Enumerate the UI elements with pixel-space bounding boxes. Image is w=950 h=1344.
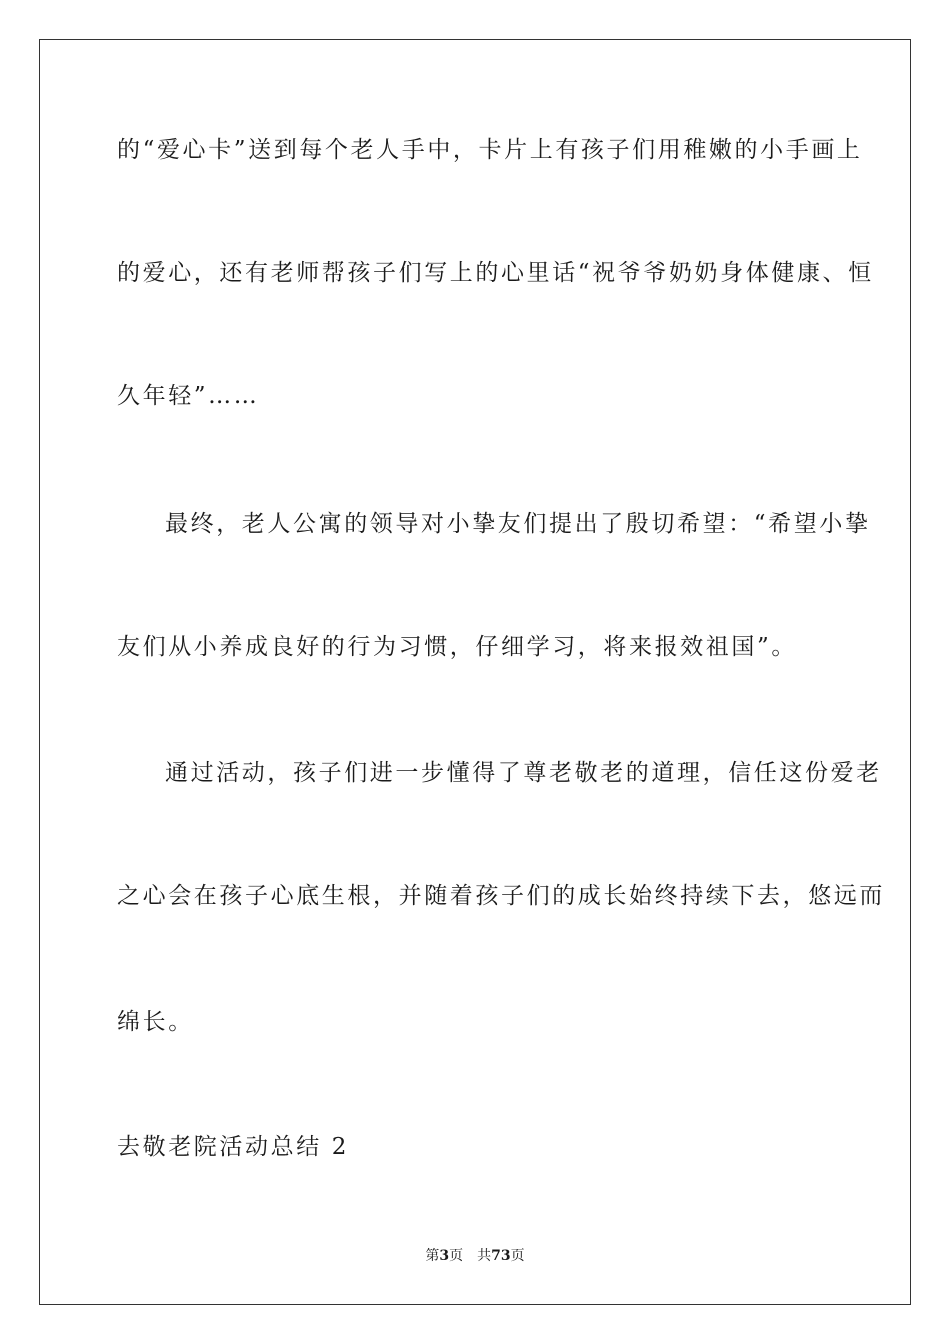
page-footer <box>0 1247 950 1265</box>
paragraph-2-line-2: 友们从小养成良好的行为习惯，仔细学习，将来报效祖国”。 <box>117 634 797 660</box>
page-suffix: 页 <box>449 1248 464 1264</box>
total-pages: 73 <box>491 1248 511 1264</box>
paragraph-3-line-2: 之心会在孩子心底生根，并随着孩子们的成长始终持续下去，悠远而 <box>117 883 885 909</box>
paragraph-3-line-1: 通过活动，孩子们进一步懂得了尊老敬老的道理，信任这份爱老 <box>165 760 882 786</box>
page-prefix: 第 <box>425 1248 440 1264</box>
paragraph-2-line-1: 最终，老人公寓的领导对小挚友们提出了殷切希望：“希望小挚 <box>165 511 871 537</box>
text-line-1: 的“爱心卡”送到每个老人手中，卡片上有孩子们用稚嫩的小手画上 <box>117 137 863 163</box>
total-prefix: 共 <box>477 1248 492 1264</box>
paragraph-3-line-3: 绵长。 <box>117 1009 194 1035</box>
text-line-3: 久年轻”…… <box>117 383 260 409</box>
total-suffix: 页 <box>510 1248 525 1264</box>
page-number: 3 <box>439 1248 450 1264</box>
page-frame <box>39 39 911 1305</box>
text-line-2: 的爱心，还有老师帮孩子们写上的心里话“祝爷爷奶奶身体健康、恒 <box>117 260 874 286</box>
section-heading: 去敬老院活动总结 2 <box>117 1134 349 1160</box>
